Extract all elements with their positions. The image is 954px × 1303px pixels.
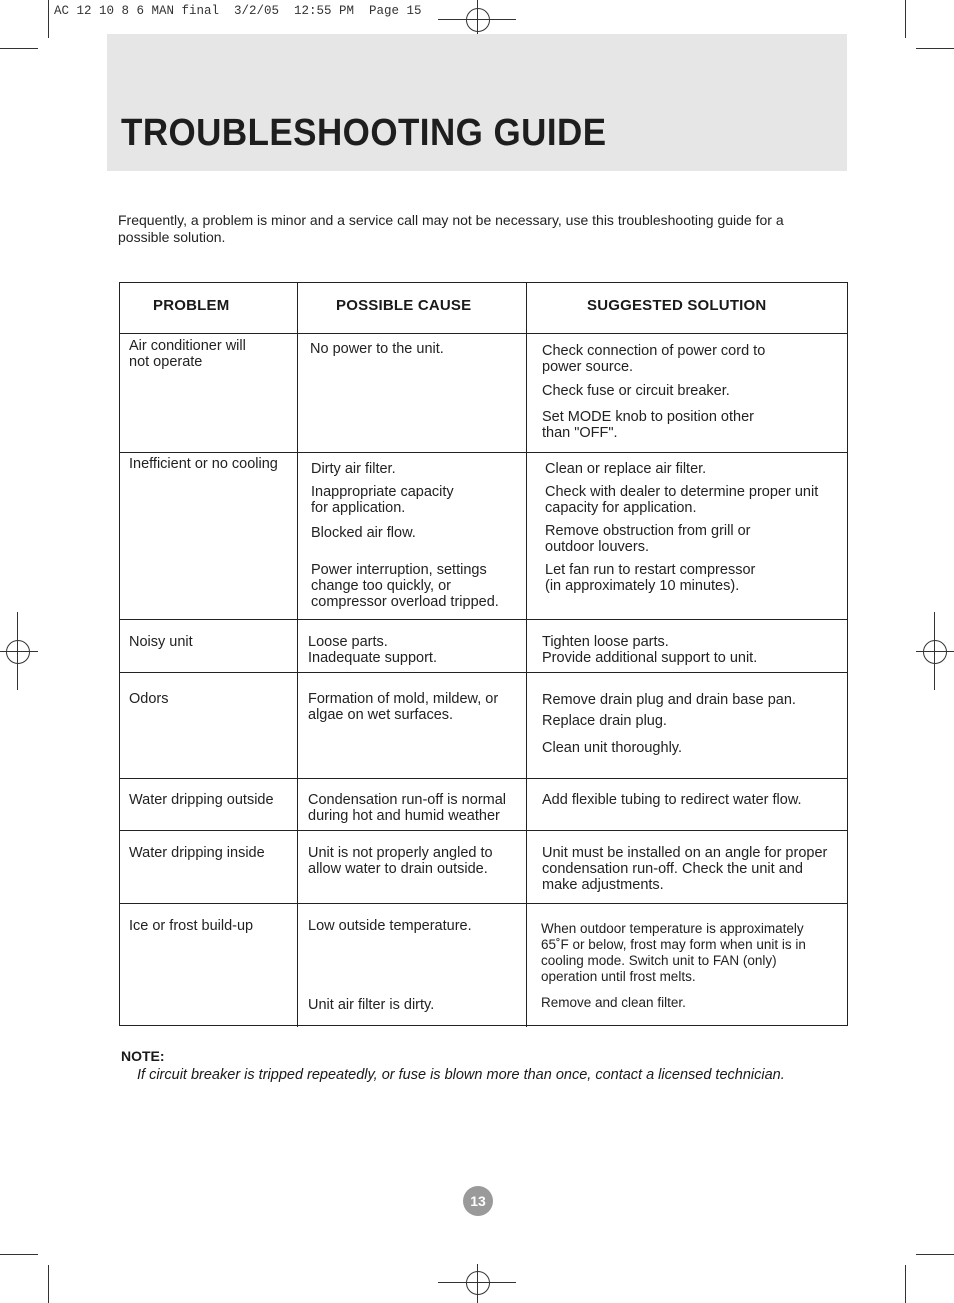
page-title: TROUBLESHOOTING GUIDE xyxy=(121,112,607,154)
crop-mark xyxy=(916,48,954,49)
problem-cell: Noisy unit xyxy=(129,634,193,650)
crop-mark xyxy=(905,0,906,38)
cause-cell: Condensation run-off is normal during hot and humid weather xyxy=(308,792,507,824)
crop-mark xyxy=(905,1265,906,1303)
solution-cell: Clean or replace air filter. xyxy=(545,461,707,477)
crop-mark xyxy=(0,1254,38,1255)
solution-cell: Remove drain plug and drain base pan. xyxy=(542,692,796,708)
note-text: If circuit breaker is tripped repeatedly, or fuse is blown more than once, contact a licensed technician. xyxy=(137,1067,785,1083)
solution-cell: Remove and clean filter. xyxy=(541,995,686,1010)
cause-cell: Blocked air flow. xyxy=(311,525,416,541)
cause-cell: Inappropriate capacity for application. xyxy=(311,484,454,516)
solution-cell: Check connection of power cord to power source. xyxy=(542,343,766,375)
problem-cell: Water dripping inside xyxy=(129,845,265,861)
cause-cell: Dirty air filter. xyxy=(311,461,396,477)
problem-cell: Ice or frost build-up xyxy=(129,918,254,934)
header-problem: PROBLEM xyxy=(153,297,230,314)
solution-cell: Check with dealer to determine proper unit capacity for application. xyxy=(545,484,819,516)
solution-cell: Tighten loose parts. Provide additional support to unit. xyxy=(542,634,758,666)
header-solution: SUGGESTED SOLUTION xyxy=(587,297,767,314)
cause-cell: Low outside temperature. xyxy=(308,918,472,934)
intro-text: Frequently, a problem is minor and a service call may not be necessary, use this troubleshooting guide for a possible solution. xyxy=(118,212,784,245)
solution-cell: Remove obstruction from grill or outdoor louvers. xyxy=(545,523,751,555)
solution-cell: Unit must be installed on an angle for proper condensation run-off. Check the unit and make adjustments. xyxy=(542,845,828,893)
cause-cell: Unit is not properly angled to allow water to drain outside. xyxy=(308,845,493,877)
solution-cell: Set MODE knob to position other than "OFF". xyxy=(542,409,754,441)
cause-cell: No power to the unit. xyxy=(310,341,444,357)
solution-cell: Replace drain plug. xyxy=(542,713,667,729)
note-title: NOTE: xyxy=(121,1048,165,1064)
title-banner xyxy=(107,34,847,171)
header-cause: POSSIBLE CAUSE xyxy=(336,297,472,314)
troubleshooting-table xyxy=(119,282,848,1026)
solution-cell: Let fan run to restart compressor (in approximately 10 minutes). xyxy=(545,562,756,594)
crop-mark xyxy=(48,0,49,38)
printer-slug: AC 12 10 8 6 MAN final 3/2/05 12:55 PM Page 15 xyxy=(54,4,422,18)
crop-mark xyxy=(0,48,38,49)
cause-cell: Formation of mold, mildew, or algae on wet surfaces. xyxy=(308,691,499,723)
problem-cell: Air conditioner will not operate xyxy=(129,338,246,370)
solution-cell: Add flexible tubing to redirect water flow. xyxy=(542,792,802,808)
cause-cell: Power interruption, settings change too quickly, or compressor overload tripped. xyxy=(311,562,499,610)
solution-cell: When outdoor temperature is approximately 65˚F or below, frost may form when unit is in cooling mode. Switch unit to FAN (only) operation until frost melts. xyxy=(541,921,806,984)
page-number-badge: 13 xyxy=(463,1186,493,1216)
cause-cell: Loose parts. Inadequate support. xyxy=(308,634,437,666)
problem-cell: Inefficient or no cooling xyxy=(129,456,278,472)
solution-cell: Check fuse or circuit breaker. xyxy=(542,383,730,399)
crop-mark xyxy=(48,1265,49,1303)
crop-mark xyxy=(916,1254,954,1255)
cause-cell: Unit air filter is dirty. xyxy=(308,997,435,1013)
solution-cell: Clean unit thoroughly. xyxy=(542,740,682,756)
problem-cell: Water dripping outside xyxy=(129,792,274,808)
problem-cell: Odors xyxy=(129,691,169,707)
